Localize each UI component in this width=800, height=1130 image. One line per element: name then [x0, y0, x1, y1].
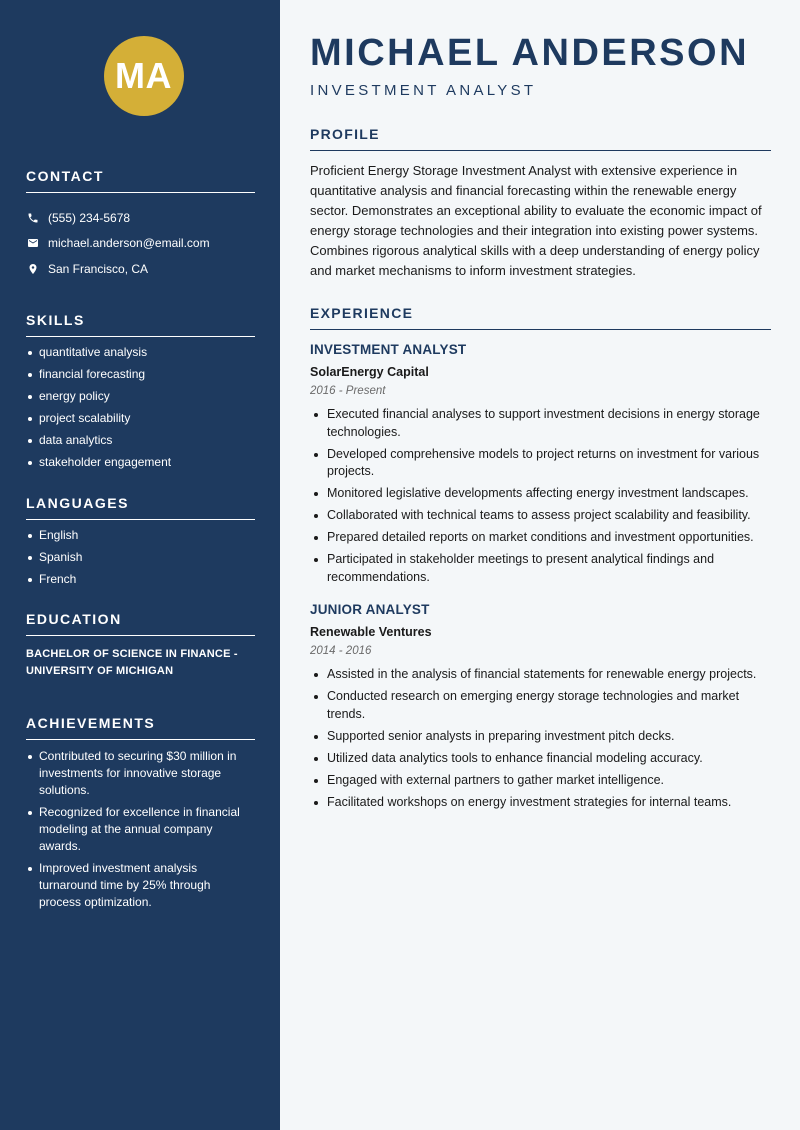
language-item: Spanish: [26, 550, 255, 565]
language-item: French: [26, 572, 255, 587]
job-title: JUNIOR ANALYST: [310, 602, 430, 617]
experience-heading: EXPERIENCE: [310, 305, 771, 330]
education-heading: EDUCATION: [26, 611, 255, 636]
achievement-item: Recognized for excellence in financial modeling at the annual company awards.: [26, 804, 255, 855]
contact-heading: CONTACT: [26, 168, 255, 193]
contact-list: [26, 205, 255, 282]
language-item: English: [26, 528, 255, 543]
candidate-name: MICHAEL ANDERSON: [310, 32, 750, 74]
job-tasks: [310, 406, 771, 586]
main-content: [280, 0, 800, 1130]
email-text: michael.anderson@email.com: [48, 236, 210, 251]
contact-phone: [26, 205, 255, 231]
job-task: Collaborated with technical teams to assess project scalability and feasibility.: [310, 507, 771, 525]
job-entry: [310, 602, 771, 811]
avatar: [104, 36, 184, 116]
profile-heading: PROFILE: [310, 126, 771, 151]
location-text: San Francisco, CA: [48, 261, 149, 276]
job-company: Renewable Ventures: [310, 625, 432, 639]
job-title: INVESTMENT ANALYST: [310, 342, 467, 357]
contact-section: [26, 168, 255, 282]
candidate-role: INVESTMENT ANALYST: [310, 82, 537, 99]
job-task: Participated in stakeholder meetings to present analytical findings and recommendations.: [310, 551, 771, 586]
job-dates: 2016 - Present: [310, 385, 386, 397]
job-task: Monitored legislative developments affecting energy investment landscapes.: [310, 485, 771, 503]
sidebar: [0, 0, 280, 1130]
email-icon: [26, 237, 39, 250]
achievements-section: [26, 715, 255, 911]
job-dates: 2014 - 2016: [310, 645, 372, 657]
experience-section: [310, 305, 771, 811]
achievement-item: Contributed to securing $30 million in investments for innovative storage solutions.: [26, 748, 255, 799]
profile-section: [310, 126, 771, 281]
education-section: [26, 611, 255, 680]
languages-section: [26, 495, 255, 587]
achievements-list: [26, 748, 255, 911]
contact-email: [26, 231, 255, 257]
skill-item: stakeholder engagement: [26, 455, 255, 470]
job-task: Supported senior analysts in preparing investment pitch decks.: [310, 728, 771, 746]
skill-item: quantitative analysis: [26, 345, 255, 360]
job-task: Facilitated workshops on energy investment strategies for internal teams.: [310, 794, 771, 812]
languages-list: [26, 528, 255, 587]
job-task: Engaged with external partners to gather market intelligence.: [310, 772, 771, 790]
job-task: Utilized data analytics tools to enhance financial modeling accuracy.: [310, 750, 771, 768]
job-task: Developed comprehensive models to project returns on investment for various projects.: [310, 446, 771, 481]
job-task: Executed financial analyses to support investment decisions in energy storage technologies.: [310, 406, 771, 441]
skill-item: project scalability: [26, 411, 255, 426]
skills-list: [26, 345, 255, 470]
phone-text: (555) 234-5678: [48, 210, 131, 225]
contact-location: [26, 256, 255, 282]
skill-item: financial forecasting: [26, 367, 255, 382]
achievements-heading: ACHIEVEMENTS: [26, 715, 255, 740]
job-task: Assisted in the analysis of financial statements for renewable energy projects.: [310, 666, 771, 684]
skills-section: [26, 312, 255, 470]
job-tasks: [310, 666, 771, 811]
phone-icon: [26, 211, 39, 224]
location-pin-icon: [26, 262, 39, 275]
education-degree: BACHELOR OF SCIENCE IN FINANCE - UNIVERSITY OF MICHIGAN: [26, 647, 238, 677]
skill-item: energy policy: [26, 389, 255, 404]
skills-heading: SKILLS: [26, 312, 255, 337]
job-task: Prepared detailed reports on market conditions and investment opportunities.: [310, 529, 771, 547]
skill-item: data analytics: [26, 433, 255, 448]
job-task: Conducted research on emerging energy storage technologies and market trends.: [310, 688, 771, 723]
job-entry: [310, 342, 771, 586]
languages-heading: LANGUAGES: [26, 495, 255, 520]
avatar-initials: MA: [115, 55, 172, 96]
achievement-item: Improved investment analysis turnaround time by 25% through process optimization.: [26, 860, 255, 911]
job-company: SolarEnergy Capital: [310, 365, 429, 379]
profile-text: Proficient Energy Storage Investment Analyst with extensive experience in quantitative analysis and financial forecasting within the renewable energy sector. Demonstrates an exceptional ability to evaluate the economic impact of energy storage technologies and their integration into existing power systems. Combines rigorous analytical skills with a deep understanding of energy policy and market mechanisms to inform investment strategies.: [310, 163, 762, 278]
